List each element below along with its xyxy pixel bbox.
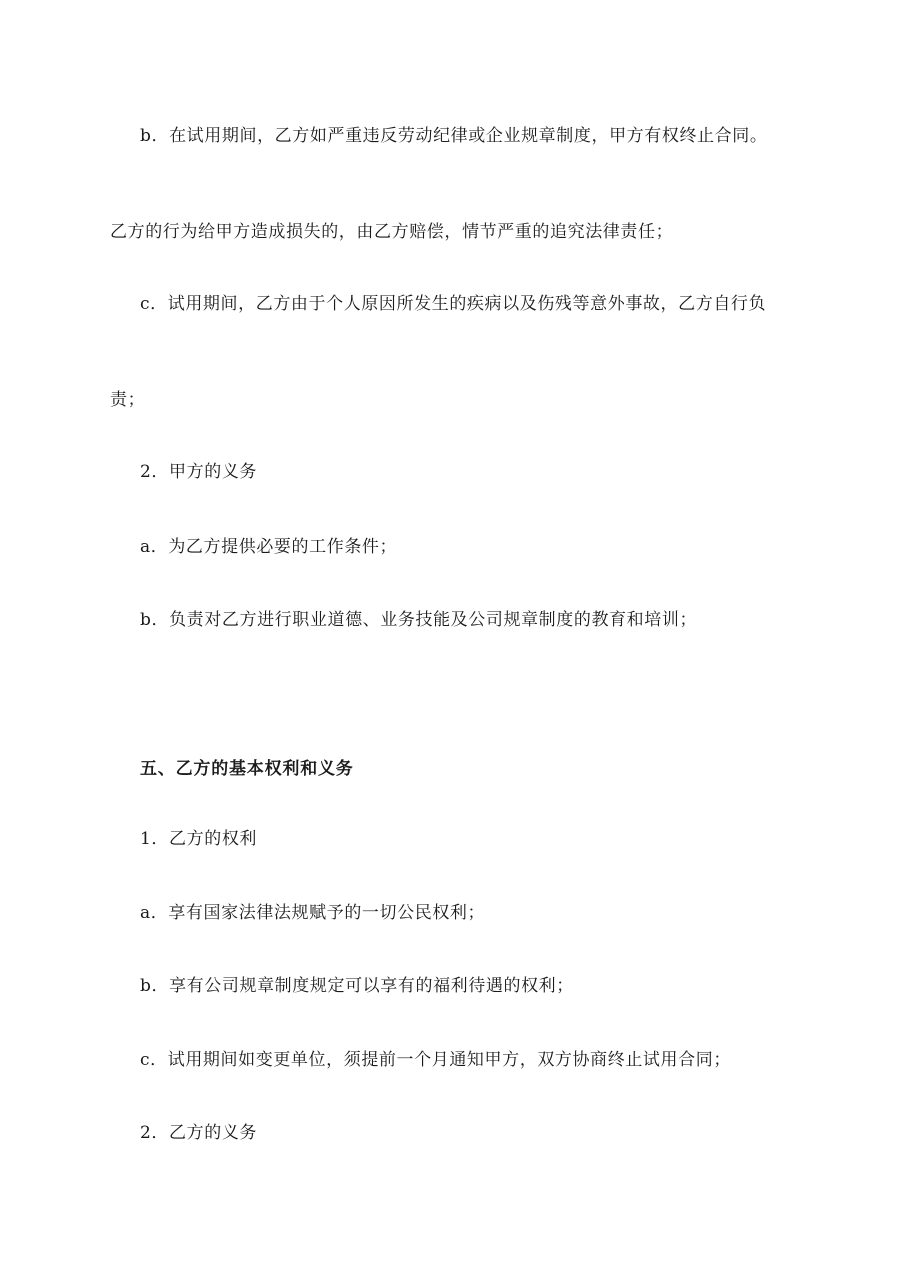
paragraph-change-employer: c．试用期间如变更单位，须提前一个月通知甲方，双方协商终止试用合同； [140, 1050, 731, 1070]
paragraph-training: b．负责对乙方进行职业道德、业务技能及公司规章制度的教育和培训； [140, 610, 698, 630]
paragraph-responsibility-continuation: 责； [110, 390, 146, 410]
paragraph-probation-termination: b．在试用期间，乙方如严重违反劳动纪律或企业规章制度，甲方有权终止合同。 [140, 126, 768, 146]
paragraph-compensation: 乙方的行为给甲方造成损失的，由乙方赔偿，情节严重的追究法律责任； [110, 222, 674, 242]
subheading-party-b-rights: 1．乙方的权利 [140, 829, 258, 849]
section-heading-five: 五、乙方的基本权利和义务 [140, 759, 354, 779]
paragraph-welfare-rights: b．享有公司规章制度规定可以享有的福利待遇的权利； [140, 976, 574, 996]
paragraph-probation-accident: c．试用期间，乙方由于个人原因所发生的疾病以及伤残等意外事故，乙方自行负 [140, 294, 767, 314]
paragraph-work-conditions: a．为乙方提供必要的工作条件； [140, 537, 398, 557]
subheading-party-b-obligations: 2．乙方的义务 [140, 1123, 258, 1143]
subheading-party-a-obligations: 2．甲方的义务 [140, 462, 258, 482]
paragraph-civil-rights: a．享有国家法律法规赋予的一切公民权利； [140, 903, 486, 923]
